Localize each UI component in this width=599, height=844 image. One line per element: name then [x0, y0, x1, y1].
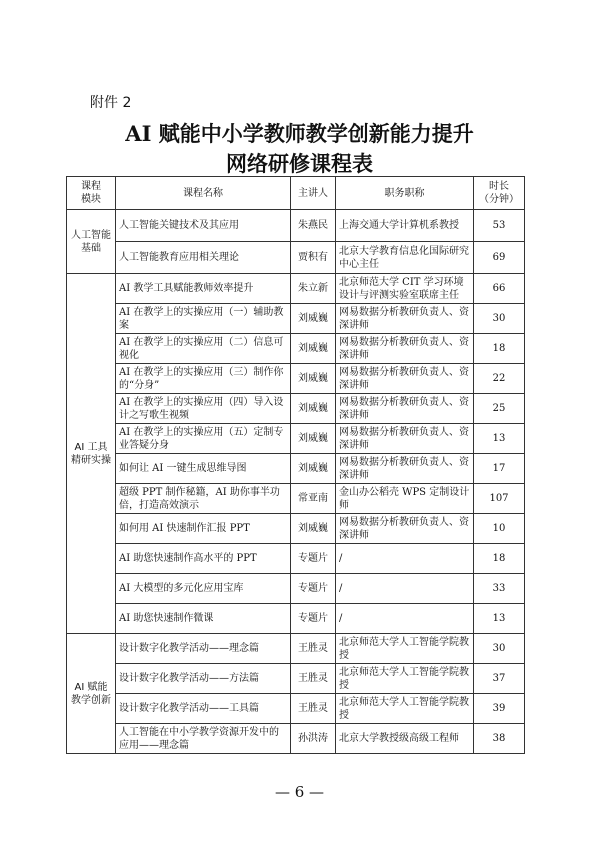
duration: 22 — [474, 364, 525, 394]
table-row — [67, 274, 525, 304]
speaker: 孙洪涛 — [291, 724, 336, 754]
document-title: AI 赋能中小学教师教学创新能力提升 — [125, 121, 474, 146]
duration: 38 — [474, 724, 525, 754]
module-label: AI 工具精研实操 — [67, 274, 116, 634]
table-row — [67, 664, 525, 694]
position-title: 网易数据分析教研负责人、资深讲师 — [336, 304, 474, 334]
duration: 13 — [474, 424, 525, 454]
table-row — [67, 210, 525, 242]
duration: 18 — [474, 334, 525, 364]
position-title: 北京大学教育信息化国际研究中心主任 — [336, 242, 474, 274]
speaker: 刘威巍 — [291, 364, 336, 394]
speaker: 专题片 — [291, 604, 336, 634]
header-speaker: 主讲人 — [291, 177, 336, 210]
position-title: / — [336, 544, 474, 574]
course-name: 如何用 AI 快速制作汇报 PPT — [116, 514, 291, 544]
page-number: — 6 — — [274, 783, 325, 801]
speaker: 刘威巍 — [291, 394, 336, 424]
position-title: 金山办公稻壳 WPS 定制设计师 — [336, 484, 474, 514]
header-course-name: 课程名称 — [116, 177, 291, 210]
position-title: 网易数据分析教研负责人、资深讲师 — [336, 514, 474, 544]
table-row — [67, 424, 525, 454]
duration: 17 — [474, 454, 525, 484]
course-name: AI 在教学上的实操应用（五）定制专业答疑分身 — [116, 424, 291, 454]
course-name: AI 在教学上的实操应用（四）导入设计之写歌生视频 — [116, 394, 291, 424]
table-header-row — [67, 177, 525, 210]
course-name: AI 在教学上的实操应用（一）辅助教案 — [116, 304, 291, 334]
table-row — [67, 394, 525, 424]
duration: 37 — [474, 664, 525, 694]
module-label: 人工智能基础 — [67, 210, 116, 274]
duration: 13 — [474, 604, 525, 634]
course-name: 超级 PPT 制作秘籍，AI 助你事半功倍，打造高效演示 — [116, 484, 291, 514]
position-title: 北京师范大学人工智能学院教授 — [336, 694, 474, 724]
position-title: 网易数据分析教研负责人、资深讲师 — [336, 394, 474, 424]
course-name: AI 大模型的多元化应用宝库 — [116, 574, 291, 604]
duration: 69 — [474, 242, 525, 274]
table-row — [67, 604, 525, 634]
course-name: AI 教学工具赋能教师效率提升 — [116, 274, 291, 304]
table-row — [67, 484, 525, 514]
document-subtitle: 网络研修课程表 — [226, 151, 373, 176]
position-title: / — [336, 574, 474, 604]
position-title: 网易数据分析教研负责人、资深讲师 — [336, 424, 474, 454]
table-row — [67, 514, 525, 544]
position-title: 上海交通大学计算机系教授 — [336, 210, 474, 242]
attachment-label: 附件 2 — [90, 95, 132, 111]
course-name: 设计数字化教学活动——理念篇 — [116, 634, 291, 664]
speaker: 刘威巍 — [291, 334, 336, 364]
course-name: 人工智能教育应用相关理论 — [116, 242, 291, 274]
speaker: 朱立新 — [291, 274, 336, 304]
position-title: 网易数据分析教研负责人、资深讲师 — [336, 454, 474, 484]
duration: 30 — [474, 304, 525, 334]
position-title: 北京师范大学 CIT 学习环境设计与评测实验室联席主任 — [336, 274, 474, 304]
course-name: AI 助您快速制作高水平的 PPT — [116, 544, 291, 574]
speaker: 王胜灵 — [291, 664, 336, 694]
course-name: 人工智能在中小学教学资源开发中的应用——理念篇 — [116, 724, 291, 754]
speaker: 常亚南 — [291, 484, 336, 514]
table-row — [67, 334, 525, 364]
table-row — [67, 634, 525, 664]
course-table — [66, 176, 525, 754]
course-name: 设计数字化教学活动——工具篇 — [116, 694, 291, 724]
table-row — [67, 242, 525, 274]
table-row — [67, 304, 525, 334]
speaker: 王胜灵 — [291, 694, 336, 724]
header-position: 职务职称 — [336, 177, 474, 210]
duration: 25 — [474, 394, 525, 424]
table-row — [67, 724, 525, 754]
course-name: AI 在教学上的实操应用（二）信息可视化 — [116, 334, 291, 364]
header-module: 课程 模块 — [67, 177, 116, 210]
speaker: 王胜灵 — [291, 634, 336, 664]
duration: 53 — [474, 210, 525, 242]
module-label: AI 赋能教学创新 — [67, 634, 116, 754]
header-duration: 时长 （分钟） — [474, 177, 525, 210]
course-name: 设计数字化教学活动——方法篇 — [116, 664, 291, 694]
speaker: 刘威巍 — [291, 514, 336, 544]
position-title: 北京师范大学人工智能学院教授 — [336, 664, 474, 694]
speaker: 朱燕民 — [291, 210, 336, 242]
duration: 39 — [474, 694, 525, 724]
duration: 30 — [474, 634, 525, 664]
table-row — [67, 574, 525, 604]
speaker: 专题片 — [291, 574, 336, 604]
speaker: 刘威巍 — [291, 424, 336, 454]
speaker: 贾积有 — [291, 242, 336, 274]
position-title: 网易数据分析教研负责人、资深讲师 — [336, 334, 474, 364]
speaker: 专题片 — [291, 544, 336, 574]
table-row — [67, 454, 525, 484]
duration: 66 — [474, 274, 525, 304]
speaker: 刘威巍 — [291, 454, 336, 484]
table-row — [67, 544, 525, 574]
course-name: 如何让 AI 一键生成思维导图 — [116, 454, 291, 484]
table-row — [67, 364, 525, 394]
course-name: AI 在教学上的实操应用（三）制作你的“分身” — [116, 364, 291, 394]
duration: 107 — [474, 484, 525, 514]
course-name: 人工智能关键技术及其应用 — [116, 210, 291, 242]
position-title: 北京大学教授级高级工程师 — [336, 724, 474, 754]
position-title: / — [336, 604, 474, 634]
speaker: 刘威巍 — [291, 304, 336, 334]
table-row — [67, 694, 525, 724]
duration: 33 — [474, 574, 525, 604]
course-name: AI 助您快速制作微课 — [116, 604, 291, 634]
position-title: 北京师范大学人工智能学院教授 — [336, 634, 474, 664]
position-title: 网易数据分析教研负责人、资深讲师 — [336, 364, 474, 394]
duration: 18 — [474, 544, 525, 574]
duration: 10 — [474, 514, 525, 544]
